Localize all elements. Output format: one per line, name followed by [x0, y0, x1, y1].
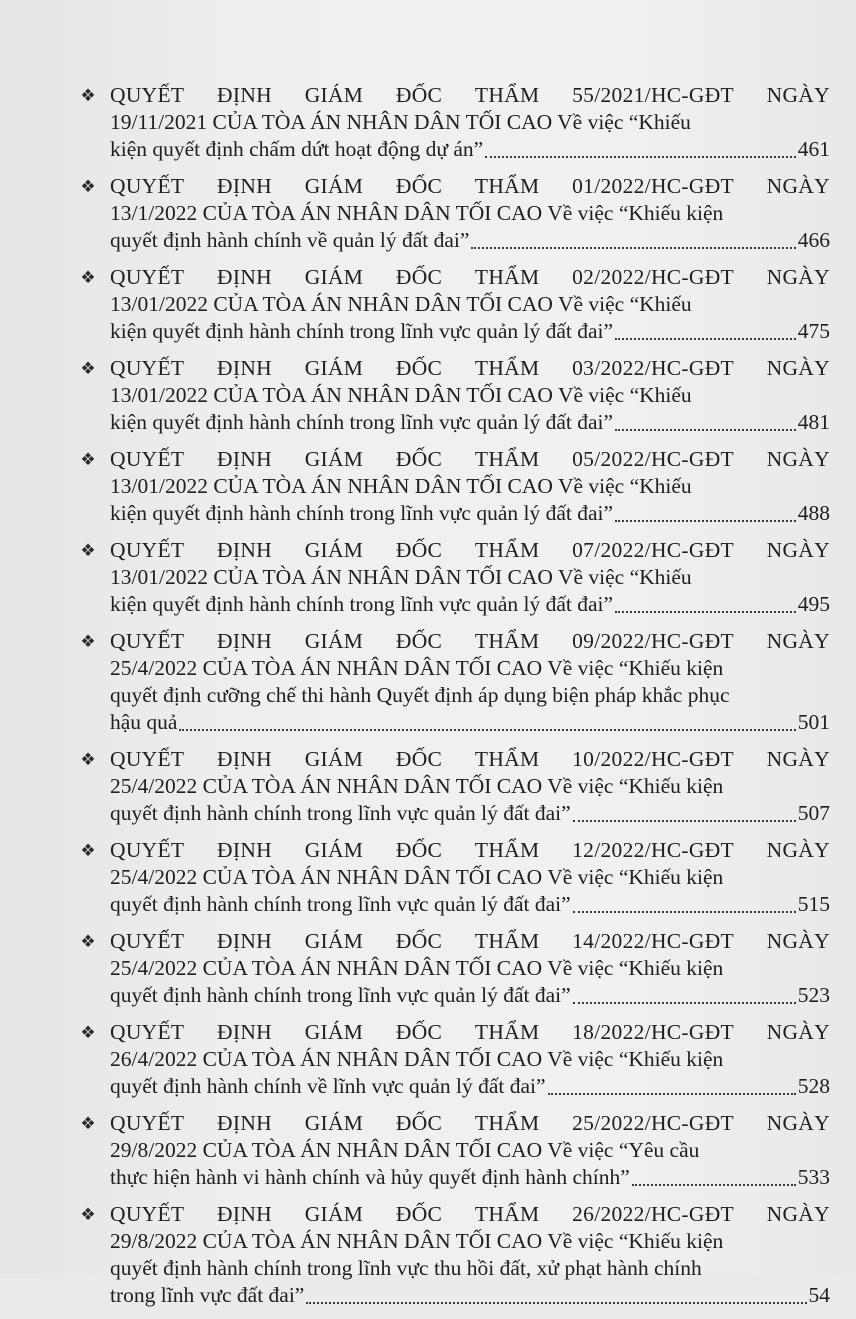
dot-leader [485, 150, 796, 158]
entry-court-line: 29/8/2022 CỦA TÒA ÁN NHÂN DÂN TỐI CAO Về việc “Yêu cầu [110, 1138, 700, 1162]
heading-word: QUYẾT [110, 747, 185, 771]
heading-word: ĐỐC [395, 265, 443, 289]
heading-word: ĐỊNH [217, 629, 272, 653]
entry-final-line [110, 891, 830, 918]
heading-word: ĐỐC [395, 1111, 443, 1135]
heading-word: NGÀY [766, 447, 830, 471]
entry-heading-line [110, 928, 830, 955]
heading-word: QUYẾT [110, 447, 185, 471]
page-number: 54 [808, 1283, 830, 1307]
page-number: 481 [797, 410, 830, 434]
heading-word: NGÀY [766, 1020, 830, 1044]
entry-court-line: 26/4/2022 CỦA TÒA ÁN NHÂN DÂN TỐI CAO Về việc “Khiếu kiện [110, 1047, 724, 1071]
entry-subject-end: quyết định hành chính về quản lý đất đai” [110, 228, 470, 252]
dot-leader [306, 1296, 806, 1304]
entry-subject-line: quyết định hành chính trong lĩnh vực thu hồi đất, xử phạt hành chính [110, 1256, 702, 1280]
heading-word: GIÁM [304, 356, 364, 380]
entry-heading-line [110, 82, 830, 109]
entry-subject-end: kiện quyết định hành chính trong lĩnh vực quản lý đất đai” [110, 410, 614, 434]
heading-word: THẨM [474, 629, 540, 653]
heading-word: THẨM [474, 747, 540, 771]
heading-word: 10/2022/HC-GĐT [572, 747, 734, 771]
entry-subject-end: quyết định hành chính trong lĩnh vực quản lý đất đai” [110, 983, 571, 1007]
heading-word: 55/2021/HC-GĐT [572, 83, 734, 107]
entry-heading-line [110, 1019, 830, 1046]
heading-word: NGÀY [766, 174, 830, 198]
heading-word: NGÀY [766, 356, 830, 380]
bullet-icon: ❖ [80, 86, 96, 105]
heading-word: ĐỊNH [217, 356, 272, 380]
page-number: 495 [797, 592, 830, 616]
entry-court-line: 13/1/2022 CỦA TÒA ÁN NHÂN DÂN TỐI CAO Về việc “Khiếu kiện [110, 201, 724, 225]
toc-entry[interactable] [78, 264, 830, 345]
heading-word: ĐỊNH [217, 538, 272, 562]
heading-word: QUYẾT [110, 174, 185, 198]
heading-word: ĐỐC [395, 1202, 443, 1226]
entry-court-line: 25/4/2022 CỦA TÒA ÁN NHÂN DÂN TỐI CAO Về việc “Khiếu kiện [110, 956, 724, 980]
heading-word: ĐỊNH [217, 929, 272, 953]
heading-word: QUYẾT [110, 538, 185, 562]
heading-word: 03/2022/HC-GĐT [572, 356, 734, 380]
heading-word: GIÁM [304, 447, 364, 471]
entry-heading-line [110, 446, 830, 473]
dot-leader [632, 1178, 796, 1186]
heading-word: ĐỊNH [217, 83, 272, 107]
heading-word: ĐỊNH [217, 747, 272, 771]
heading-word: ĐỊNH [217, 1020, 272, 1044]
toc-entry[interactable] [78, 1110, 830, 1191]
heading-word: QUYẾT [110, 356, 185, 380]
entry-subject-end: kiện quyết định hành chính trong lĩnh vực quản lý đất đai” [110, 501, 614, 525]
entry-heading-line [110, 264, 830, 291]
heading-word: 02/2022/HC-GĐT [572, 265, 734, 289]
dot-leader [471, 241, 795, 249]
heading-word: GIÁM [304, 629, 364, 653]
bullet-icon: ❖ [80, 450, 96, 469]
page-number: 533 [797, 1165, 830, 1189]
heading-word: 01/2022/HC-GĐT [572, 174, 734, 198]
dot-leader [179, 723, 795, 731]
entry-court-line: 25/4/2022 CỦA TÒA ÁN NHÂN DÂN TỐI CAO Về việc “Khiếu kiện [110, 774, 724, 798]
entry-court-line: 29/8/2022 CỦA TÒA ÁN NHÂN DÂN TỐI CAO Về việc “Khiếu kiện [110, 1229, 724, 1253]
entry-final-line [110, 1164, 830, 1191]
heading-word: ĐỐC [395, 838, 443, 862]
entry-final-line [110, 709, 830, 736]
bullet-icon: ❖ [80, 1023, 96, 1042]
entry-subject-line: quyết định cưỡng chế thi hành Quyết định áp dụng biện pháp khắc phục [110, 683, 730, 707]
heading-word: NGÀY [766, 538, 830, 562]
bullet-icon: ❖ [80, 932, 96, 951]
entry-heading-line [110, 1201, 830, 1228]
entry-subject-end: trong lĩnh vực đất đai” [110, 1283, 305, 1307]
heading-word: THẨM [474, 356, 540, 380]
bullet-icon: ❖ [80, 841, 96, 860]
heading-word: ĐỊNH [217, 838, 272, 862]
bullet-icon: ❖ [80, 1114, 96, 1133]
heading-word: 14/2022/HC-GĐT [572, 929, 734, 953]
heading-word: GIÁM [304, 1020, 364, 1044]
entry-final-line [110, 1282, 830, 1309]
heading-word: GIÁM [304, 538, 364, 562]
page-number: 523 [797, 983, 830, 1007]
bullet-icon: ❖ [80, 268, 96, 287]
entry-subject-end: kiện quyết định hành chính trong lĩnh vực quản lý đất đai” [110, 592, 614, 616]
toc-entry[interactable] [78, 173, 830, 254]
heading-word: GIÁM [304, 174, 364, 198]
entry-subject-end: quyết định hành chính về lĩnh vực quản lý đất đai” [110, 1074, 546, 1098]
heading-word: ĐỐC [395, 629, 443, 653]
heading-word: THẨM [474, 447, 540, 471]
entry-final-line [110, 227, 830, 254]
entry-court-line: 25/4/2022 CỦA TÒA ÁN NHÂN DÂN TỐI CAO Về việc “Khiếu kiện [110, 865, 724, 889]
heading-word: GIÁM [304, 1202, 364, 1226]
heading-word: QUYẾT [110, 1202, 185, 1226]
page-number: 488 [797, 501, 830, 525]
page-number: 475 [797, 319, 830, 343]
entry-subject-end: quyết định hành chính trong lĩnh vực quản lý đất đai” [110, 892, 571, 916]
heading-word: QUYẾT [110, 83, 185, 107]
toc-entry[interactable] [78, 928, 830, 1009]
heading-word: THẨM [474, 838, 540, 862]
dot-leader [615, 514, 796, 522]
page-number: 515 [797, 892, 830, 916]
heading-word: QUYẾT [110, 929, 185, 953]
heading-word: 09/2022/HC-GĐT [572, 629, 734, 653]
heading-word: QUYẾT [110, 629, 185, 653]
entry-heading-line [110, 746, 830, 773]
bullet-icon: ❖ [80, 632, 96, 651]
toc-entry[interactable] [78, 1201, 830, 1309]
heading-word: ĐỊNH [217, 265, 272, 289]
heading-word: GIÁM [304, 838, 364, 862]
heading-word: 05/2022/HC-GĐT [572, 447, 734, 471]
heading-word: GIÁM [304, 83, 364, 107]
heading-word: GIÁM [304, 747, 364, 771]
heading-word: QUYẾT [110, 1111, 185, 1135]
entry-heading-line [110, 355, 830, 382]
entry-final-line [110, 800, 830, 827]
heading-word: QUYẾT [110, 838, 185, 862]
heading-word: THẨM [474, 265, 540, 289]
page-number: 501 [797, 710, 830, 734]
entry-final-line [110, 500, 830, 527]
heading-word: 25/2022/HC-GĐT [572, 1111, 734, 1135]
toc-entry[interactable] [78, 1019, 830, 1100]
dot-leader [548, 1087, 796, 1095]
heading-word: ĐỐC [395, 83, 443, 107]
toc-entry[interactable] [78, 446, 830, 527]
entry-heading-line [110, 537, 830, 564]
heading-word: THẨM [474, 1111, 540, 1135]
heading-word: ĐỐC [395, 929, 443, 953]
table-of-contents [78, 82, 830, 1319]
dot-leader [615, 423, 796, 431]
bullet-icon: ❖ [80, 750, 96, 769]
heading-word: 18/2022/HC-GĐT [572, 1020, 734, 1044]
heading-word: ĐỊNH [217, 1111, 272, 1135]
entry-heading-line [110, 628, 830, 655]
dot-leader [573, 905, 796, 913]
heading-word: 12/2022/HC-GĐT [572, 838, 734, 862]
toc-entry[interactable] [78, 746, 830, 827]
toc-entry[interactable] [78, 628, 830, 736]
page-number: 461 [797, 137, 830, 161]
entry-final-line [110, 318, 830, 345]
heading-word: THẨM [474, 1020, 540, 1044]
heading-word: NGÀY [766, 1111, 830, 1135]
page-number: 507 [797, 801, 830, 825]
entry-subject-end: hậu quả [110, 710, 178, 734]
heading-word: 07/2022/HC-GĐT [572, 538, 734, 562]
heading-word: ĐỐC [395, 356, 443, 380]
heading-word: NGÀY [766, 265, 830, 289]
heading-word: NGÀY [766, 929, 830, 953]
entry-subject-end: thực hiện hành vi hành chính và hủy quyết định hành chính” [110, 1165, 630, 1189]
heading-word: ĐỐC [395, 1020, 443, 1044]
heading-word: ĐỐC [395, 747, 443, 771]
heading-word: ĐỐC [395, 174, 443, 198]
entry-subject-end: kiện quyết định hành chính trong lĩnh vực quản lý đất đai” [110, 319, 614, 343]
toc-entry[interactable] [78, 837, 830, 918]
entry-court-line: 25/4/2022 CỦA TÒA ÁN NHÂN DÂN TỐI CAO Về việc “Khiếu kiện [110, 656, 724, 680]
bullet-icon: ❖ [80, 1205, 96, 1224]
heading-word: ĐỐC [395, 538, 443, 562]
heading-word: NGÀY [766, 1202, 830, 1226]
heading-word: NGÀY [766, 747, 830, 771]
dot-leader [615, 605, 796, 613]
entry-court-line: 13/01/2022 CỦA TÒA ÁN NHÂN DÂN TỐI CAO Về việc “Khiếu [110, 292, 692, 316]
dot-leader [615, 332, 796, 340]
heading-word: ĐỐC [395, 447, 443, 471]
dot-leader [573, 814, 796, 822]
toc-entry[interactable] [78, 537, 830, 618]
entry-court-line: 19/11/2021 CỦA TÒA ÁN NHÂN DÂN TỐI CAO Về việc “Khiếu [110, 110, 691, 134]
heading-word: ĐỊNH [217, 1202, 272, 1226]
entry-final-line [110, 591, 830, 618]
dot-leader [573, 996, 796, 1004]
entry-court-line: 13/01/2022 CỦA TÒA ÁN NHÂN DÂN TỐI CAO Về việc “Khiếu [110, 474, 692, 498]
entry-subject-end: kiện quyết định chấm dứt hoạt động dự án” [110, 137, 484, 161]
heading-word: THẨM [474, 174, 540, 198]
heading-word: ĐỊNH [217, 447, 272, 471]
bullet-icon: ❖ [80, 359, 96, 378]
bullet-icon: ❖ [80, 177, 96, 196]
heading-word: THẨM [474, 83, 540, 107]
toc-entry[interactable] [78, 355, 830, 436]
heading-word: THẨM [474, 538, 540, 562]
entry-final-line [110, 982, 830, 1009]
toc-entry[interactable] [78, 82, 830, 163]
entry-final-line [110, 1073, 830, 1100]
entry-heading-line [110, 1110, 830, 1137]
entry-subject-end: quyết định hành chính trong lĩnh vực quản lý đất đai” [110, 801, 571, 825]
heading-word: NGÀY [766, 83, 830, 107]
entry-court-line: 13/01/2022 CỦA TÒA ÁN NHÂN DÂN TỐI CAO Về việc “Khiếu [110, 383, 692, 407]
heading-word: ĐỊNH [217, 174, 272, 198]
heading-word: GIÁM [304, 265, 364, 289]
bullet-icon: ❖ [80, 541, 96, 560]
page-number: 466 [797, 228, 830, 252]
heading-word: NGÀY [766, 629, 830, 653]
heading-word: THẨM [474, 929, 540, 953]
heading-word: NGÀY [766, 838, 830, 862]
page-number: 528 [797, 1074, 830, 1098]
heading-word: GIÁM [304, 929, 364, 953]
entry-final-line [110, 409, 830, 436]
heading-word: QUYẾT [110, 1020, 185, 1044]
entry-court-line: 13/01/2022 CỦA TÒA ÁN NHÂN DÂN TỐI CAO Về việc “Khiếu [110, 565, 692, 589]
heading-word: QUYẾT [110, 265, 185, 289]
heading-word: GIÁM [304, 1111, 364, 1135]
entry-heading-line [110, 173, 830, 200]
entry-heading-line [110, 837, 830, 864]
entry-final-line [110, 136, 830, 163]
heading-word: THẨM [474, 1202, 540, 1226]
heading-word: 26/2022/HC-GĐT [572, 1202, 734, 1226]
